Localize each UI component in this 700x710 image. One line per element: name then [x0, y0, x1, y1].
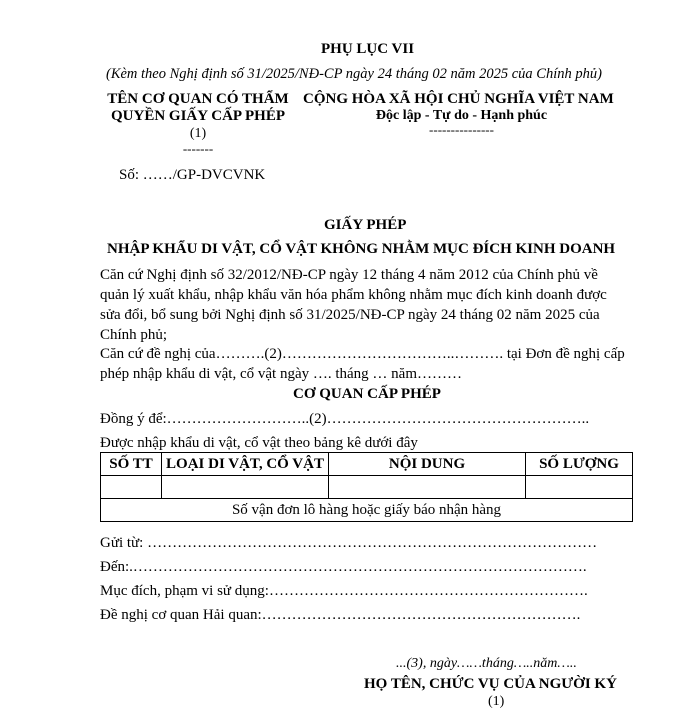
table-footer: Số vận đơn lô hàng hoặc giấy báo nhận hàng	[101, 499, 633, 522]
signer-note: (1)	[488, 694, 505, 709]
issuer-note: (1)	[189, 126, 207, 141]
annex-subtitle: (Kèm theo Nghị định số 31/2025/NĐ-CP ngày 24 tháng 02 năm 2025 của Chính phủ)	[106, 66, 602, 82]
annex-title: PHỤ LỤC VII	[321, 41, 415, 57]
cell-type	[162, 476, 329, 499]
motto-divider: ---------------	[429, 122, 494, 137]
issuer-name-line2: QUYỀN GIẤY CẤP PHÉP	[110, 108, 286, 124]
field-customs: Đề nghị cơ quan Hải quan:……………………………………………………….	[100, 607, 581, 623]
agree-line: Đồng ý để:………………………..(2)……………………………………………..	[100, 411, 590, 427]
items-table	[100, 452, 633, 522]
issuer-divider: -------	[182, 141, 214, 156]
national-motto: Độc lập - Tự do - Hạnh phúc	[375, 108, 548, 123]
table-footer-row	[101, 499, 633, 522]
document-number: Số: ……/GP-DVCVNK	[119, 167, 266, 183]
cell-no	[101, 476, 162, 499]
header-quantity: SỐ LƯỢNG	[526, 453, 633, 476]
signature-date: ...(3), ngày……tháng…..năm…..	[396, 656, 577, 671]
issuer-name-line1: TÊN CƠ QUAN CÓ THẨM	[107, 91, 289, 107]
permit-title: GIẤY PHÉP	[324, 217, 407, 233]
header-no: SỐ TT	[101, 453, 162, 476]
table-header-row	[101, 453, 633, 476]
field-to: Đến:.……………………………………………………………………………….	[100, 559, 587, 575]
legal-basis-request: Căn cứ đề nghị của……….(2)……………………………..………. tại Đơn đề nghị cấp phép nhập khẩu di vật, cổ vật ngày …. tháng … năm………	[100, 346, 625, 382]
permit-subtitle: NHẬP KHẨU DI VẬT, CỔ VẬT KHÔNG NHẰM MỤC ĐÍCH KINH DOANH	[107, 241, 616, 257]
header-type: LOẠI DI VẬT, CỔ VẬT	[162, 453, 329, 476]
table-row	[101, 476, 633, 499]
header-content: NỘI DUNG	[329, 453, 526, 476]
signer-name-title: HỌ TÊN, CHỨC VỤ CỦA NGƯỜI KÝ	[364, 676, 617, 692]
national-title: CỘNG HÒA XÃ HỘI CHỦ NGHĨA VIỆT NAM	[303, 91, 614, 107]
cell-quantity	[526, 476, 633, 499]
cell-content	[329, 476, 526, 499]
authority-heading: CƠ QUAN CẤP PHÉP	[293, 386, 441, 402]
legal-basis-decree: Căn cứ Nghị định số 32/2012/NĐ-CP ngày 12 tháng 4 năm 2012 của Chính phủ về quản lý xuất khẩu, nhập khẩu văn hóa phẩm không nhằm mục đích kinh doanh được sửa đổi, bổ sung bởi Nghị định số 31/2025/NĐ-CP ngày 24 tháng 02 năm 2025 của Chính phủ;	[100, 267, 607, 343]
allowed-line: Được nhập khẩu di vật, cổ vật theo bảng kê dưới đây	[100, 435, 418, 451]
field-from: Gửi từ: ………………………………………………………………………………	[100, 535, 598, 551]
field-purpose: Mục đích, phạm vi sử dụng:……………………………………………………….	[100, 583, 588, 599]
